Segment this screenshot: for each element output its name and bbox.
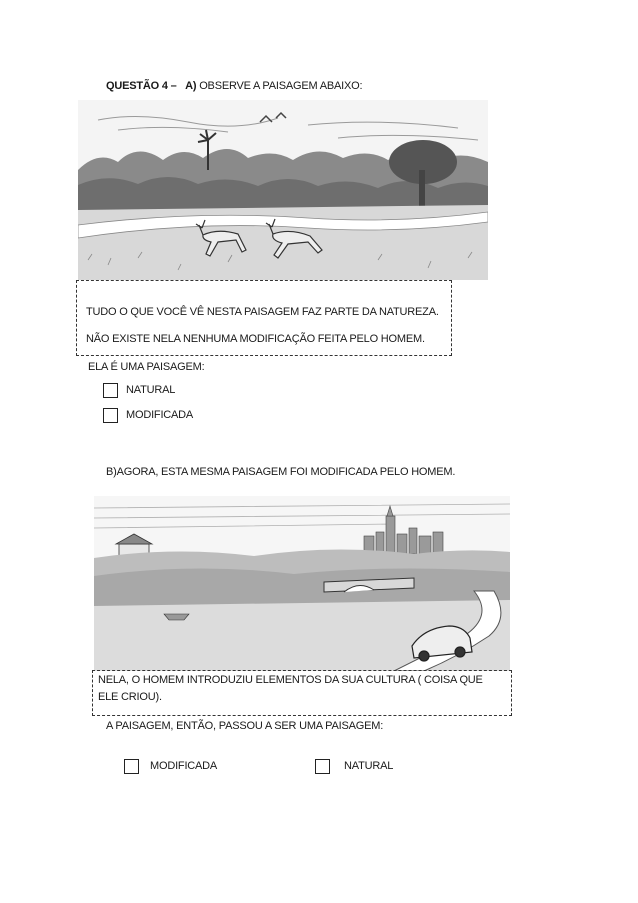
question-prefix: QUESTÃO 4 – xyxy=(106,80,177,92)
part-b-heading: B)AGORA, ESTA MESMA PAISAGEM FOI MODIFICADA PELO HOMEM. xyxy=(106,466,456,478)
part-a-statement-line-1: TUDO O QUE VOCÊ VÊ NESTA PAISAGEM FAZ PARTE DA NATUREZA. xyxy=(86,306,439,318)
part-a-prompt: ELA É UMA PAISAGEM: xyxy=(88,361,205,373)
natural-option-label: NATURAL xyxy=(126,384,176,396)
part-b-statement-line-1: NELA, O HOMEM INTRODUZIU ELEMENTOS DA SUA CULTURA ( COISA QUE xyxy=(98,674,483,686)
natural-checkbox[interactable] xyxy=(103,383,118,398)
part-b-prompt: A PAISAGEM, ENTÃO, PASSOU A SER UMA PAISAGEM: xyxy=(106,720,384,732)
part-a-label: A) xyxy=(185,80,197,92)
modified-landscape-illustration xyxy=(94,496,510,671)
part-a-statement-line-2: NÃO EXISTE NELA NENHUMA MODIFICAÇÃO FEITA PELO HOMEM. xyxy=(86,333,425,345)
part-b-statement-line-2: ELE CRIOU). xyxy=(98,691,162,703)
modificada-option-label-b: MODIFICADA xyxy=(150,760,218,772)
natural-option-label-b: NATURAL xyxy=(344,760,394,772)
natural-landscape-illustration xyxy=(78,100,488,280)
modificada-checkbox[interactable] xyxy=(103,408,118,423)
natural-checkbox-b[interactable] xyxy=(315,759,330,774)
modificada-checkbox-b[interactable] xyxy=(124,759,139,774)
modificada-option-label: MODIFICADA xyxy=(126,409,194,421)
part-a-instruction: OBSERVE A PAISAGEM ABAIXO: xyxy=(199,80,363,92)
question-heading xyxy=(106,80,362,92)
